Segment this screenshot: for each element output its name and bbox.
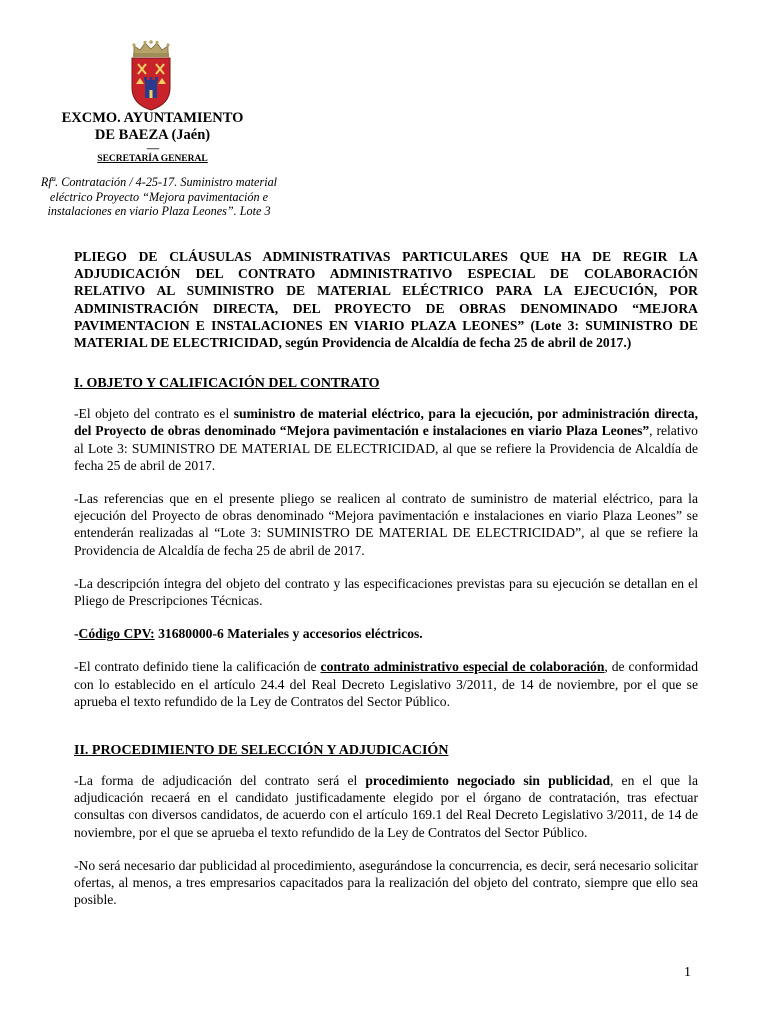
text-run: , de conformidad con lo establecido en el artículo 24.4 del Real Decreto Legislativo 3/2011, de 14 de noviembre, por el que se aprueba el texto refundido de la Ley de Contratos del Sector Público. bbox=[74, 659, 698, 709]
page-number: 1 bbox=[684, 965, 691, 980]
text-run: -El objeto del contrato es el bbox=[74, 406, 234, 422]
cpv-code bbox=[74, 625, 698, 642]
paragraph-adjudicacion bbox=[74, 772, 698, 841]
bold-text-run: procedimiento negociado sin publicidad bbox=[365, 773, 611, 789]
paragraph-referencias: -Las referencias que en el presente pliego se realicen al contrato de suministro de material eléctrico, para la ejecución del Proyecto de obras denominado “Mejora pavimentación e instalaciones en viario Plaza Leones” se entenderán realizadas al “Lote 3: SUMINISTRO DE MATERIAL DE ELECTRICIDAD”, al que se refiere la Providencia de Alcaldía de fecha 25 de abril de 2017. bbox=[74, 491, 698, 558]
bold-text-run: suministro de material eléctrico, para la ejecución, por administración directa, del Proyecto de obras denominado “Mejora pavimentación e instalaciones en viario Plaza Leones” bbox=[74, 406, 698, 439]
cpv-label: Código CPV: bbox=[78, 626, 155, 642]
text-run: -La forma de adjudicación del contrato será el bbox=[74, 773, 366, 789]
paragraph-publicidad: -No será necesario dar publicidad al procedimiento, asegurándose la concurrencia, es decir, será necesario solicitar ofertas, al menos, a tres empresarios capacitados para la realización del objeto del contrato, siempre que ello sea posible. bbox=[74, 857, 698, 908]
org-name-line2: DE BAEZA (Jaén) bbox=[94, 127, 211, 143]
org-name-line1: EXCMO. AYUNTAMIENTO bbox=[61, 110, 244, 126]
document-body bbox=[74, 248, 698, 908]
cpv-value: 31680000-6 Materiales y accesorios eléctricos. bbox=[154, 626, 423, 642]
department-name: SECRETARÍA GENERAL bbox=[97, 154, 208, 164]
header-dash: ------ bbox=[146, 143, 159, 153]
document-title: PLIEGO DE CLÁUSULAS ADMINISTRATIVAS PARTICULARES QUE HA DE REGIR LA ADJUDICACIÓN DEL CONTRATO ADMINISTRATIVO ESPECIAL DE COLABORACIÓN RELATIVO AL SUMINISTRO DE MATERIAL ELÉCTRICO PARA LA EJECUCIÓN, POR ADMINISTRACIÓN DIRECTA, DEL PROYECTO DE OBRAS DENOMINADO “MEJORA PAVIMENTACION E INSTALACIONES EN VIARIO PLAZA LEONES” (Lote 3: SUMINISTRO DE MATERIAL DE ELECTRICIDAD, según Providencia de Alcaldía de fecha 25 de abril de 2017.) bbox=[74, 249, 698, 351]
paragraph-descripcion: -La descripción íntegra del objeto del contrato y las especificaciones previstas para su ejecución se detallan en el Pliego de Prescripciones Técnicas. bbox=[74, 575, 698, 609]
bold-text-run: contrato administrativo especial de colaboración bbox=[320, 659, 605, 675]
text-run: , en el que la adjudicación recaerá en el candidato justificadamente elegido por el órgano de contratación, tras efectuar consultas con diversos candidatos, de acuerdo con el artículo 169.1 del Real Decreto Legislativo 3/2011, de 14 de noviembre, por el que se aprueba el texto refundido de la Ley de Contratos del Sector Público. bbox=[74, 773, 698, 840]
text-run: - bbox=[74, 626, 79, 642]
text-run: -El contrato definido tiene la calificación de bbox=[74, 659, 321, 675]
reference-note: Rfª. Contratación / 4-25-17. Suministro material eléctrico Proyecto “Mejora pavimentación e instalaciones en viario Plaza Leones”. Lote 3 bbox=[40, 175, 278, 218]
coat-of-arms-icon bbox=[126, 40, 176, 112]
organization-header bbox=[30, 110, 275, 166]
text-run: , relativo al Lote 3: SUMINISTRO DE MATERIAL DE ELECTRICIDAD, al que se refiere la Providencia de Alcaldía de fecha 25 de abril de 2017. bbox=[74, 423, 698, 473]
section-heading-objeto: I. OBJETO Y CALIFICACIÓN DEL CONTRATO bbox=[74, 376, 380, 392]
paragraph-calificacion bbox=[74, 658, 698, 710]
section-heading-procedimiento: II. PROCEDIMIENTO DE SELECCIÓN Y ADJUDICACIÓN bbox=[74, 743, 449, 759]
paragraph-objeto bbox=[74, 405, 698, 474]
